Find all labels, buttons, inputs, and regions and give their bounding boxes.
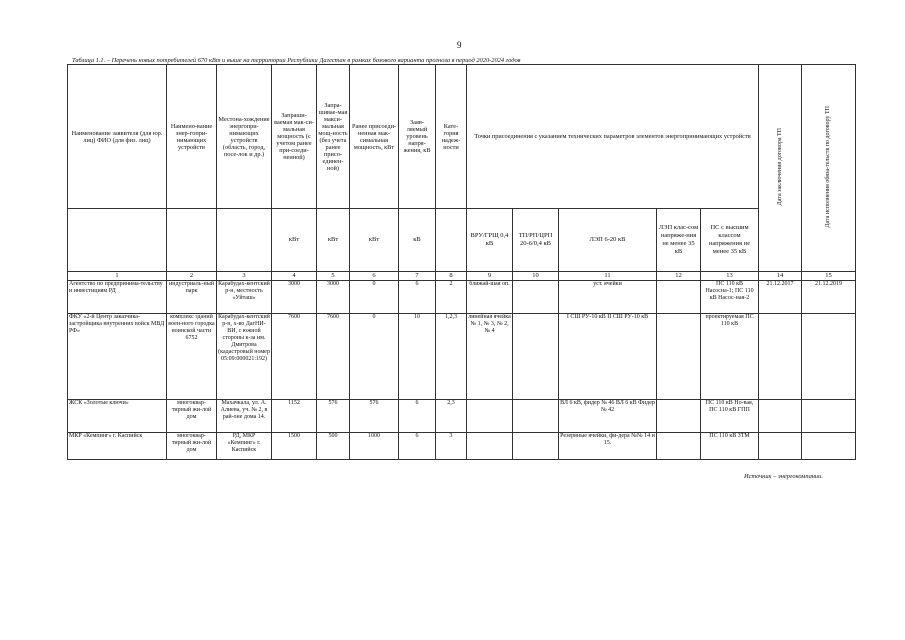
table-cell: 7600 — [317, 314, 350, 400]
subheader-unit-kw-1: кВт — [272, 209, 317, 272]
header-max-power-total: Запраши-ваемая мак-си-мальная мощность (с учетом ранее при-соеди-ненной) — [272, 65, 317, 209]
subheader-lep-35: ЛЭП клас-сом напряже-ния не менее 35 кВ — [657, 209, 701, 272]
column-number: 15 — [802, 272, 856, 281]
table-cell: уст. ячейки — [559, 281, 657, 314]
table-cell: 3000 — [272, 281, 317, 314]
table-cell — [802, 433, 856, 460]
table-cell: 2 — [436, 281, 467, 314]
table-cell: 21.12.2017 — [759, 281, 802, 314]
column-number: 3 — [217, 272, 272, 281]
column-number: 7 — [399, 272, 436, 281]
table-cell: 3000 — [317, 281, 350, 314]
table-cell — [513, 314, 559, 400]
table-cell: многоквар-тирный жи-лой дом — [167, 400, 217, 433]
header-applicant: Наименование заявителя (для юр. лиц) ФИО (для физ. лиц) — [68, 65, 167, 209]
table-body — [68, 281, 856, 460]
header-max-power-new: Запра-шивае-мая макси-мальная мощ-ность (без учета ранее присо-единен-ной) — [317, 65, 350, 209]
table-cell — [802, 400, 856, 433]
table-cell: 1152 — [272, 400, 317, 433]
column-number: 9 — [467, 272, 513, 281]
table-cell — [657, 400, 701, 433]
header-fulfillment-date: Дата исполнения обяза-тельств по договору ТП — [825, 105, 832, 228]
table-cell: Карабудах-кентский р-н, х-во ДагНИ-ВИ, с южной стороны к-за им. Дмитрова (кадастровый номер 05:09:000021:192) — [217, 314, 272, 400]
table-cell: ВЛ 6 кВ, фидер № 46 ВЛ 6 кВ Фидер № 42 — [559, 400, 657, 433]
column-number: 2 — [167, 272, 217, 281]
header-contract-date-cell — [759, 65, 802, 272]
table-cell: линейная ячейка № 1, № 3, № 2, № 4 — [467, 314, 513, 400]
column-number: 4 — [272, 272, 317, 281]
subheader-empty-8 — [436, 209, 467, 272]
header-prev-power: Ранее присоеди-ненная мак-симальная мощность, кВт — [350, 65, 399, 209]
subheader-lep-6-20: ЛЭП 6-20 кВ — [559, 209, 657, 272]
header-fulfillment-date-cell — [802, 65, 856, 272]
table-cell: 6 — [399, 433, 436, 460]
table-row — [68, 400, 856, 433]
table-row — [68, 433, 856, 460]
table-cell — [657, 433, 701, 460]
table-cell: 500 — [317, 433, 350, 460]
table-cell — [802, 314, 856, 400]
column-number: 13 — [701, 272, 759, 281]
table-cell — [657, 314, 701, 400]
column-number-row — [68, 272, 856, 281]
table-cell: индустриаль-ный парк — [167, 281, 217, 314]
table-cell — [759, 314, 802, 400]
table-cell — [759, 433, 802, 460]
source-note: Источник – энергокомпании. — [744, 473, 823, 480]
header-contract-date: Дата заключения договора ТП — [776, 127, 783, 206]
subheader-unit-kv: кВ — [399, 209, 436, 272]
column-number: 10 — [513, 272, 559, 281]
table-caption: Таблица 1.1. – Перечень новых потребителей 670 кВт и выше на территории Республики Дагестан в рамках базового варианта прогноза в период 2020-2024 годов — [72, 57, 521, 64]
table-cell: ПС 110 кВ Но-вая, ПС 110 кВ ГПП — [701, 400, 759, 433]
table-cell: 1500 — [272, 433, 317, 460]
table-cell: ближай-шая оп. — [467, 281, 513, 314]
column-number: 6 — [350, 272, 399, 281]
table-cell: 0 — [350, 281, 399, 314]
table-cell — [657, 281, 701, 314]
header-device-name: Наимено-вание энер-гопри-нимающих устройств — [167, 65, 217, 209]
subheader-empty-1 — [68, 209, 167, 272]
table-cell: комплекс зданий воен-ного городка воинской части 6752 — [167, 314, 217, 400]
column-number: 11 — [559, 272, 657, 281]
column-number: 8 — [436, 272, 467, 281]
header-connection-points: Точки присоединения с указанием технических параметров элементов энергопринимающих устройств — [467, 65, 759, 209]
table-cell: 576 — [317, 400, 350, 433]
subheader-vru: ВРУ/ГРЩ 0,4 кВ — [467, 209, 513, 272]
table-cell: ПС 110 кВ Насосна-1; ПС 110 кВ Насос-ная-2 — [701, 281, 759, 314]
table-cell: 21.12.2019 — [802, 281, 856, 314]
table-cell: 0 — [350, 314, 399, 400]
table-cell: 1000 — [350, 433, 399, 460]
table-cell — [513, 433, 559, 460]
subheader-empty-2 — [167, 209, 217, 272]
table-row — [68, 281, 856, 314]
table-cell: проектируемая ПС 110 кВ — [701, 314, 759, 400]
column-number: 14 — [759, 272, 802, 281]
table-cell: 576 — [350, 400, 399, 433]
table-cell: I СШ РУ-10 кВ II СШ РУ-10 кВ — [559, 314, 657, 400]
table-cell: многоквар-тирный жи-лой дом — [167, 433, 217, 460]
table-cell — [513, 281, 559, 314]
page-number: 9 — [457, 40, 462, 50]
table-cell: 2,3 — [436, 400, 467, 433]
table-cell — [467, 433, 513, 460]
column-number: 1 — [68, 272, 167, 281]
table-cell: Махачкала, ул. А. Алиева, уч. № 2, в рай-оне дома 14. — [217, 400, 272, 433]
table-row — [68, 314, 856, 400]
table-cell: 6 — [399, 400, 436, 433]
table-cell: Агентство по предпринима-тельству и инвестициям РД — [68, 281, 167, 314]
table-cell: Резервные ячейки, фи-дера №№ 14 и 15. — [559, 433, 657, 460]
subheader-unit-kw-2: кВт — [317, 209, 350, 272]
table-cell: ФКУ «2-й Центр заказчика-застройщика внутренних войск МВД РФ» — [68, 314, 167, 400]
table-cell — [467, 400, 513, 433]
table-cell: 6 — [399, 281, 436, 314]
table-cell: ЖСК «Золотые ключи» — [68, 400, 167, 433]
subheader-unit-kw-3: кВт — [350, 209, 399, 272]
table-cell: ПС 110 кВ ЗТМ — [701, 433, 759, 460]
header-reliability: Кате-гория надеж-ности — [436, 65, 467, 209]
table-cell: МКР «Кемпинг» г. Каспийск — [68, 433, 167, 460]
subheader-empty-3 — [217, 209, 272, 272]
column-number: 5 — [317, 272, 350, 281]
table-cell: Карабудах-кентский р-н, местность «Уйташ» — [217, 281, 272, 314]
table-cell: 3 — [436, 433, 467, 460]
header-voltage: Заяв-ляемый уровень напря-жения, кВ — [399, 65, 436, 209]
header-location: Местона-хождение энергопри-нимающих устройств (область, город, посе-лок и др.) — [217, 65, 272, 209]
table-cell: РД, МКР «Кемпинг» г. Каспийск — [217, 433, 272, 460]
table-cell: 1,2,3 — [436, 314, 467, 400]
table-cell — [759, 400, 802, 433]
column-number: 12 — [657, 272, 701, 281]
table-cell — [513, 400, 559, 433]
table-cell: 7600 — [272, 314, 317, 400]
subheader-ps-35: ПС с высшим классом напряжения не менее 35 кВ — [701, 209, 759, 272]
consumers-table — [67, 64, 856, 460]
subheader-tp: ТП/РП/ЦРП 20-6/0,4 кВ — [513, 209, 559, 272]
table-cell: 10 — [399, 314, 436, 400]
